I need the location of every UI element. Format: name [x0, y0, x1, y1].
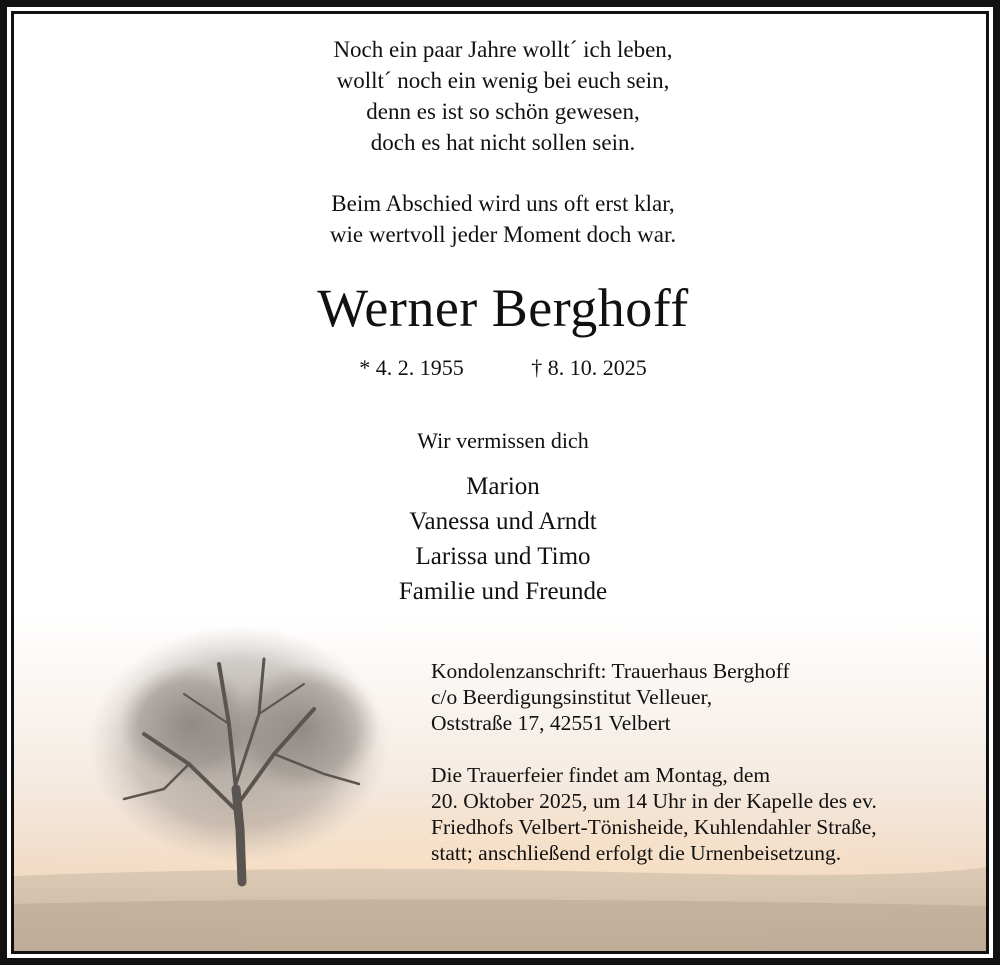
condolence-line: c/o Beerdigungsinstitut Velleuer, [431, 685, 713, 709]
condolence-line: Oststraße 17, 42551 Velbert [431, 711, 671, 735]
birth-date: * 4. 2. 1955 [359, 355, 464, 380]
mourners-list [14, 469, 989, 609]
info-block [431, 658, 971, 892]
ceremony-notice [431, 762, 971, 866]
mourner-name: Familie und Freunde [398, 578, 608, 605]
condolence-line: Kondolenzanschrift: Trauerhaus Berghoff [431, 659, 790, 683]
poem-line: wollt´ noch ein wenig bei euch sein, [336, 68, 670, 93]
ceremony-line: 20. Oktober 2025, um 14 Uhr in der Kapelle des ev. [431, 789, 877, 813]
life-dates [14, 353, 989, 383]
mourners-intro: Wir vermissen dich [417, 428, 589, 453]
ceremony-line: Friedhofs Velbert-Tönisheide, Kuhlendahler Straße, [431, 815, 877, 839]
poem-stanza [14, 188, 989, 250]
poem-line: Beim Abschied wird uns oft erst klar, [331, 191, 675, 216]
deceased-name: Werner Berghoff [317, 278, 689, 338]
poem-line: doch es hat nicht sollen sein. [370, 130, 636, 155]
ceremony-line: statt; anschließend erfolgt die Urnenbeisetzung. [431, 841, 842, 865]
mourner-name: Larissa und Timo [415, 543, 591, 570]
poem [14, 34, 989, 280]
poem-line: wie wertvoll jeder Moment doch war. [329, 222, 677, 247]
poem-stanza [14, 34, 989, 158]
obituary-notice [11, 11, 989, 954]
ceremony-line: Die Trauerfeier findet am Montag, dem [431, 763, 771, 787]
mourner-name: Marion [466, 473, 540, 500]
mourner-name: Vanessa und Arndt [409, 508, 597, 535]
poem-line: Noch ein paar Jahre wollt´ ich leben, [333, 37, 673, 62]
death-date: † 8. 10. 2025 [531, 355, 647, 380]
poem-line: denn es ist so schön gewesen, [366, 99, 640, 124]
condolence-address [431, 658, 971, 736]
